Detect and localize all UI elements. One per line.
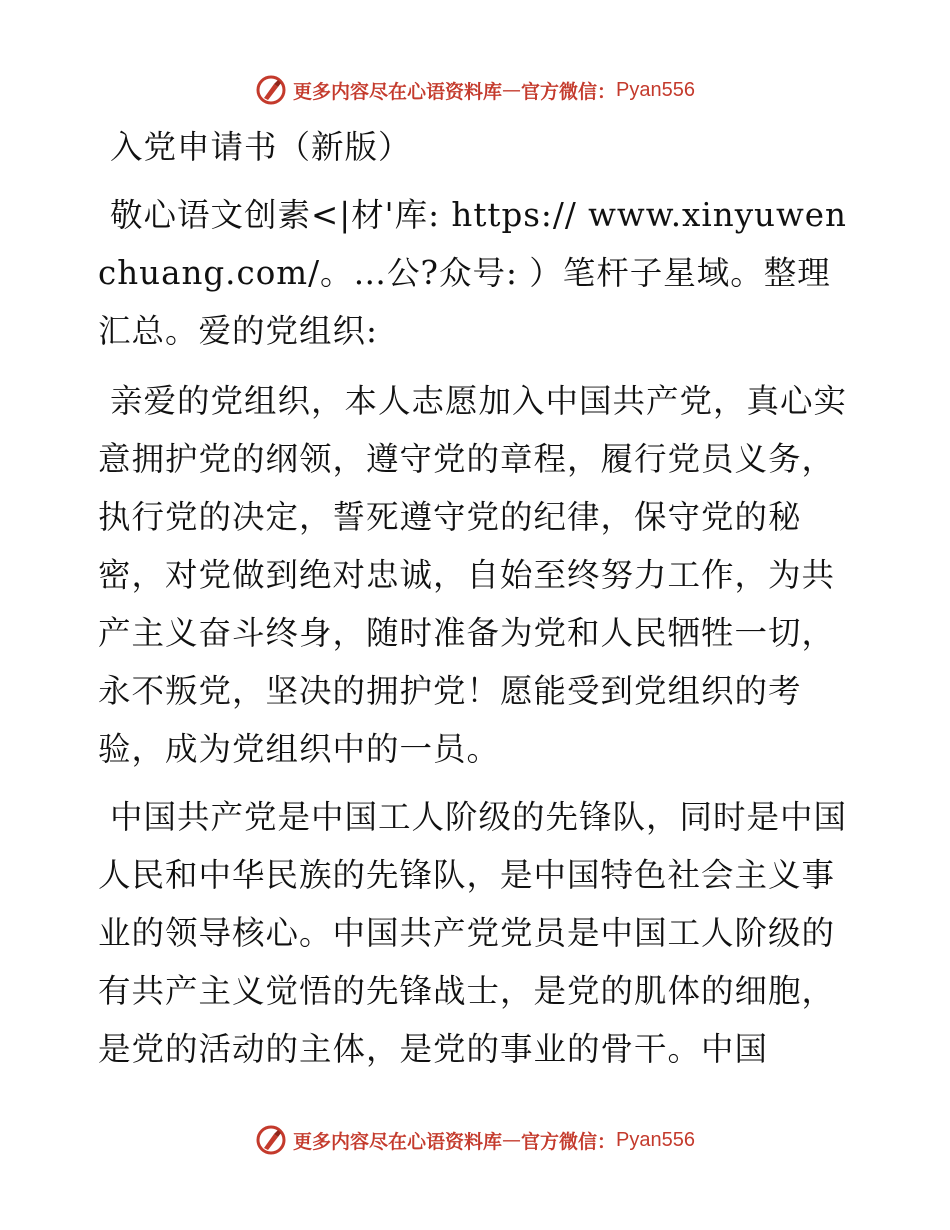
banner-official-label: 官方微信： (521, 80, 617, 103)
header-banner (0, 70, 950, 110)
banner-wechat-handle: Pyan556 (616, 1128, 695, 1151)
document-title: 入党申请书（新版） (110, 128, 412, 166)
banner-wechat-handle: Pyan556 (616, 78, 695, 101)
document-body (98, 118, 850, 1078)
banner-separator: — (502, 79, 522, 101)
pen-nib-logo-icon (255, 74, 287, 106)
banner-official-label: 官方微信： (521, 1130, 617, 1153)
footer-banner (0, 1120, 950, 1160)
body-paragraph: 亲爱的党组织，本人志愿加入中国共产党，真心实意拥护党的纲领，遵守党的章程，履行党员义务，执行党的决定，誓死遵守党的纪律，保守党的秘密，对党做到绝对忠诚，自始至终努力工作，为共产主义奋斗终身，随时准备为党和人民牺牲一切，永不叛党，坚决的拥护党！愿能受到党组织的考验，成为党组织中的一员。 (98, 382, 848, 768)
body-paragraph: 中国共产党是中国工人阶级的先锋队，同时是中国人民和中华民族的先锋队，是中国特色社会主义事业的领导核心。中国共产党党员是中国工人阶级的有共产主义觉悟的先锋战士，是党的肌体的细胞，是党的活动的主体，是党的事业的骨干。中国 (98, 798, 848, 1068)
source-note: 敬心语文创素<|材'库: https:// www.xinyuwenchuang.com/。…公?众号: ）笔杆子星域。整理汇总。爱的党组织: (98, 196, 847, 350)
banner-separator: — (502, 1129, 522, 1151)
banner-slogan: 更多内容尽在心语资料库 (293, 1130, 503, 1153)
pen-nib-logo-icon (255, 1124, 287, 1156)
banner-slogan: 更多内容尽在心语资料库 (293, 80, 503, 103)
